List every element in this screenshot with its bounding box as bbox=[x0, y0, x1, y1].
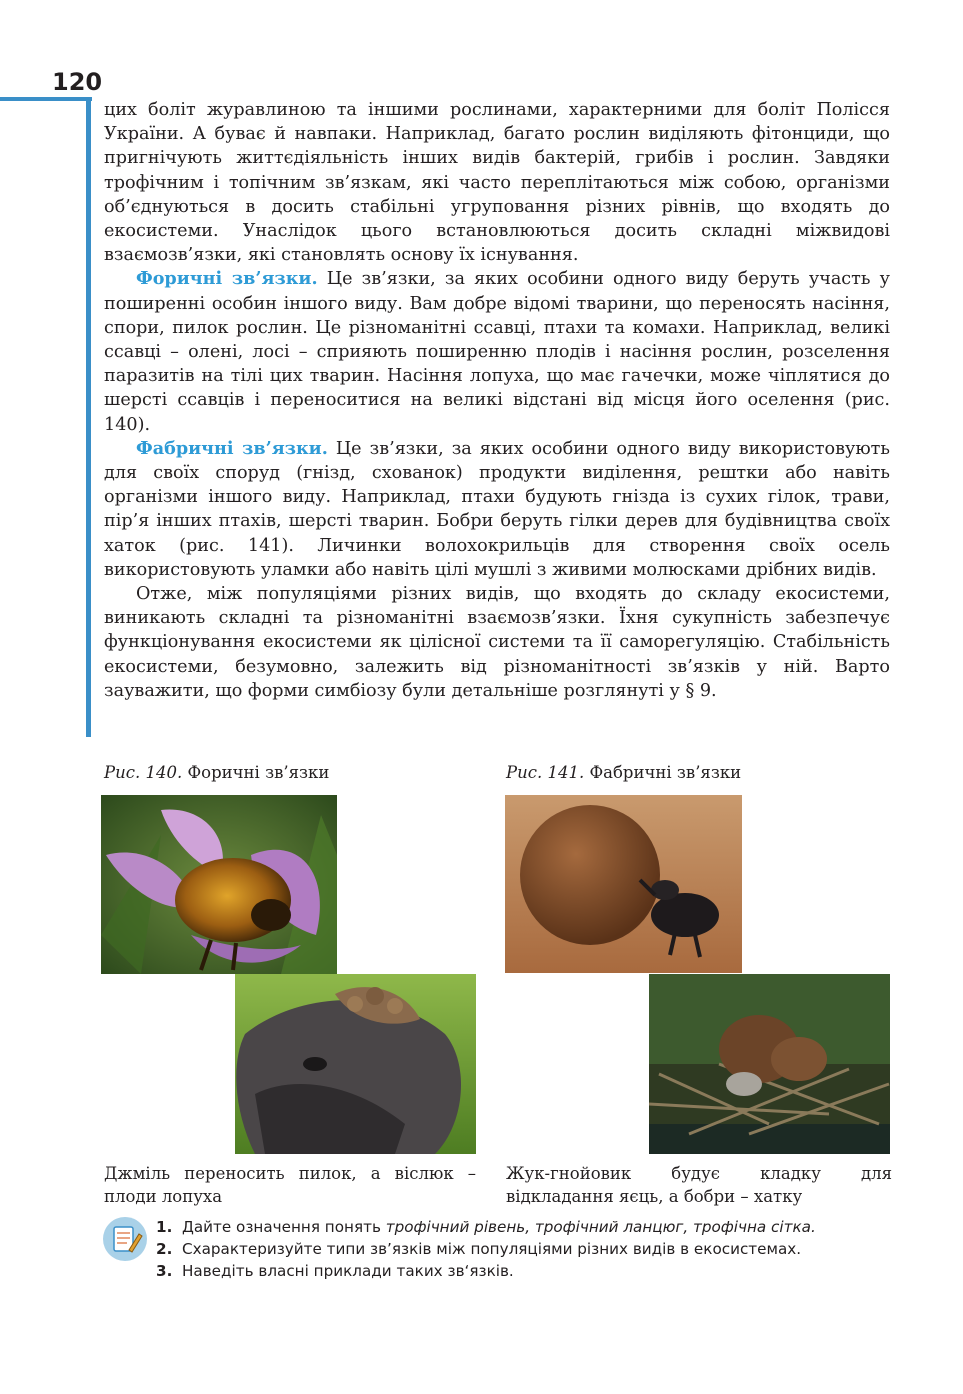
paragraph-fabric-text: Це зв’язки, за яких особини одного виду використовують для своїх споруд (гнізд, схованок) продукти виділення, рештки або навіть організми іншого виду. Наприклад, птахи будують гнізда із сухих гілок, трави, пір’я інших птахів, шерсті тварин. Бобри беруть гілки дерев для будівництва своїх хаток (рис. 141). Личинки волохокрильців для створення своїх осель використовують уламки або навіть цілі мушлі з живими молюсками дрібних видів. bbox=[104, 438, 890, 580]
beavers-photo bbox=[649, 974, 890, 1154]
margin-rule bbox=[86, 97, 91, 737]
figure-140-title bbox=[104, 763, 329, 782]
figure-140-caption: Джміль переносить пилок, а віслюк – плоди лопуха bbox=[104, 1164, 476, 1206]
term-phoric: Форичні зв’язки. bbox=[136, 268, 318, 290]
question-terms: трофічний рівень, трофічний ланцюг, трофічна сітка. bbox=[385, 1218, 816, 1236]
question-number: 2. bbox=[156, 1240, 173, 1258]
body-text bbox=[104, 98, 890, 703]
term-fabric: Фабричні зв’язки. bbox=[136, 437, 328, 459]
paragraph-1: цих боліт журавлиною та іншими рослинами, характерними для боліт Полісся України. А буває й навпаки. Наприклад, багато рослин виділяють фітонциди, що пригнічують життєдіяльність інших видів бактерій, грибів і рослин. Завдяки трофічним і топічним зв’язкам, які часто переплітаються між собою, організми об’єднуються в досить стабільні угруповання різних рівнів, що входять до екосистеми. Унаслідок цього встановлюються досить складні міжвидові взаємозв’язки, які становлять основу їх існування. bbox=[104, 100, 890, 266]
paragraph-conclusion: Отже, між популяціями різних видів, що входять до складу екосистеми, виникають складні та різноманітні взаємозв’язки. Їхня сукупність забезпечує функціонування екосистеми як цілісної системи та її саморегуляцію. Стабільність екосистеми, безумовно, залежить від різноманітності зв’язків у ній. Варто зауважити, що форми симбіозу були детальніше розглянуті у § 9. bbox=[104, 584, 890, 701]
paragraph-phoric bbox=[104, 267, 890, 436]
question-item bbox=[156, 1216, 816, 1238]
figure-141-label: Рис. 141. bbox=[506, 763, 585, 782]
question-text: Дайте означення понять bbox=[182, 1218, 386, 1236]
bumblebee-photo bbox=[101, 795, 337, 974]
question-text: Схарактеризуйте типи зв’язків між популяціями різних видів в екосистемах. bbox=[182, 1240, 802, 1258]
donkey-photo bbox=[235, 974, 476, 1154]
figure-141-caption: Жук-гнойовик будує кладку для відкладання яєць, а бобри – хатку bbox=[506, 1164, 892, 1206]
question-number: 3. bbox=[156, 1262, 173, 1280]
dung-beetle-photo bbox=[505, 795, 742, 973]
figure-140-label: Рис. 140. bbox=[104, 763, 183, 782]
paragraph-phoric-text: Це зв’язки, за яких особини одного виду беруть участь у поширенні особин іншого виду. Вам добре відомі тварини, що переносять насіння, спори, пилок рослин. Це різноманітні ссавці, птахи та комахи. Наприклад, великі ссавці – олені, лосі – сприяють поширенню плодів і насіння рослин, розселення паразитів на тілі цих тварин. Насіння лопуха, що має гачечки, може чіплятися до шерсті ссавців і переноситися на великі відстані від місця його оселення (рис. 140). bbox=[104, 269, 890, 435]
figure-141-title-text: Фабричні зв’язки bbox=[584, 763, 742, 782]
questions-list bbox=[156, 1216, 816, 1282]
notebook-pencil-icon bbox=[102, 1216, 148, 1266]
question-text: Наведіть власні приклади таких зв‘язків. bbox=[182, 1262, 514, 1280]
page-header-rule bbox=[0, 97, 92, 101]
question-number: 1. bbox=[156, 1218, 173, 1236]
page-number: 120 bbox=[52, 68, 103, 96]
question-item bbox=[156, 1238, 816, 1260]
figure-141-title bbox=[506, 763, 741, 782]
figure-140-title-text: Форичні зв’язки bbox=[182, 763, 330, 782]
question-item bbox=[156, 1260, 816, 1282]
paragraph-fabric bbox=[104, 437, 890, 582]
